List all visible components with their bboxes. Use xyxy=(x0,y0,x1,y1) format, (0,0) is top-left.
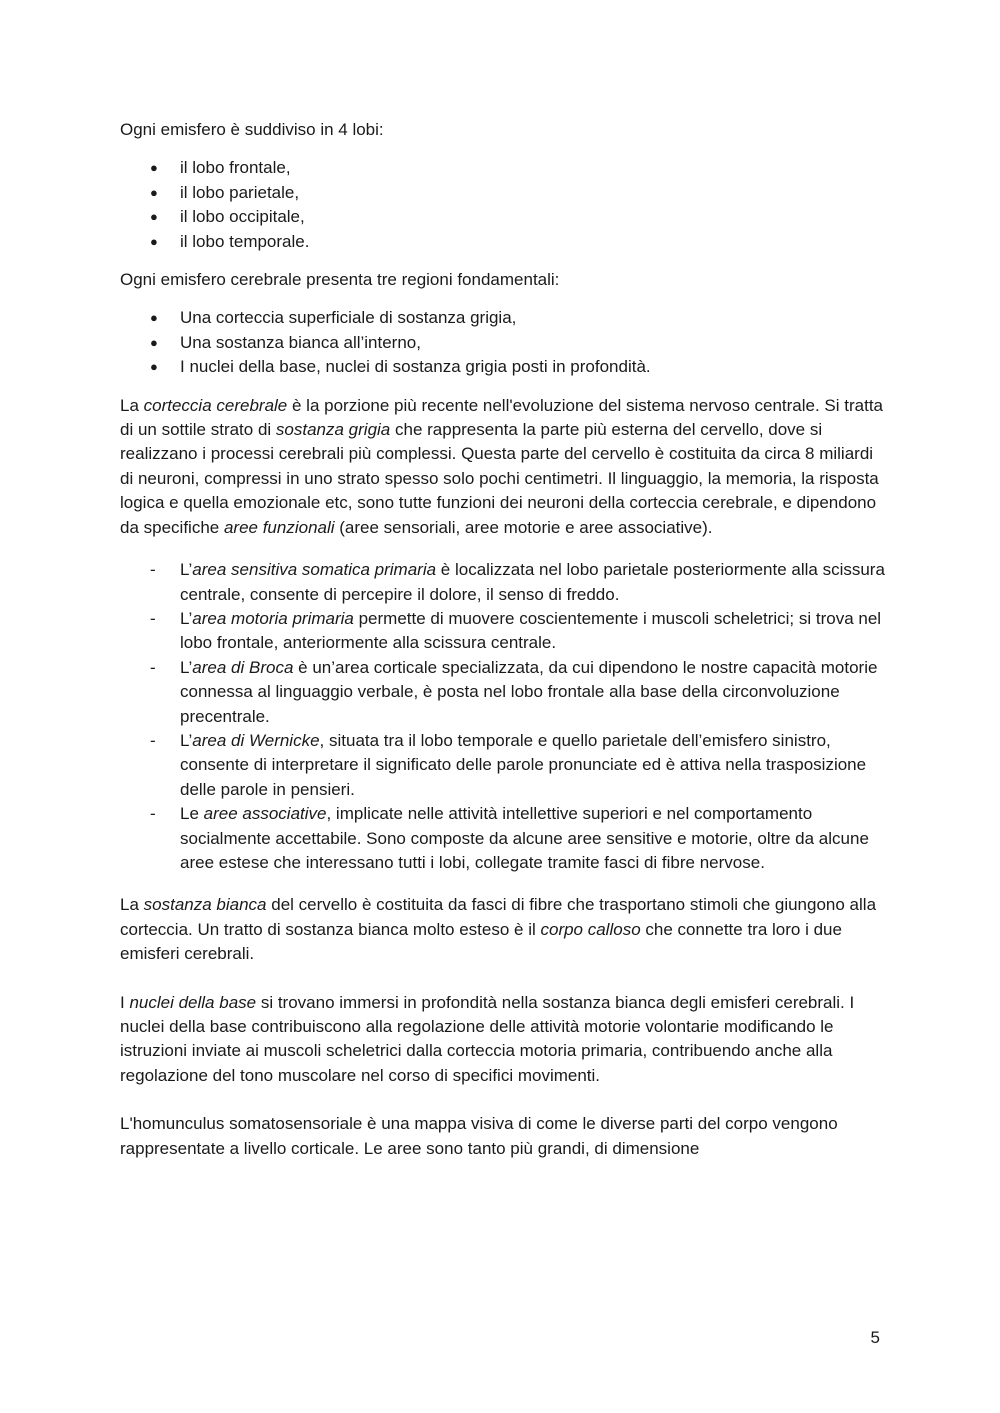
text: , situata tra il lobo temporale e quello parietale dell’emisfero sinistro, consente di interpretare il significato delle parole pronunciate ed è attiva nella trasposizione delle parole in pensieri. xyxy=(180,730,867,799)
emphasis: area di Wernicke xyxy=(192,730,320,750)
list-item: ● Una corteccia superficiale di sostanza grigia, xyxy=(120,306,885,330)
text: che rappresenta la parte più esterna del cervello, dove si realizzano i processi cerebrali più complessi. Questa parte del cervello è costituita da circa 8 miliardi di neuroni, compressi in uno strato spesso solo pochi centimetri. Il linguaggio, la memoria, la risposta logica e quella emozionale etc, sono tutte funzioni dei neuroni della corteccia cerebrale, e dipendono da specifiche xyxy=(120,420,879,537)
emphasis: sostanza bianca xyxy=(143,895,267,915)
regions-list xyxy=(120,306,885,379)
list-item: ● il lobo frontale, xyxy=(120,156,885,180)
emphasis: corteccia cerebrale xyxy=(143,395,288,415)
list-item xyxy=(120,802,885,875)
intro-lobes: Ogni emisfero è suddiviso in 4 lobi: xyxy=(120,120,384,139)
emphasis: aree associative xyxy=(203,804,327,824)
text: che connette tra loro i due emisferi cerebrali. xyxy=(120,919,842,964)
text: permette di muovere coscientemente i muscoli scheletrici; si trova nel lobo frontale, anteriormente alla scissura centrale. xyxy=(180,608,882,653)
text: L’ xyxy=(180,657,193,677)
text: La xyxy=(120,395,144,415)
lobes-list xyxy=(120,156,885,254)
text: del cervello è costituita da fasci di fibre che trasportano stimoli che giungono alla corteccia. Un tratto di sostanza bianca molto esteso è il xyxy=(120,895,877,939)
text: L’ xyxy=(180,608,193,628)
list-item: ● I nuclei della base, nuclei di sostanza grigia posti in profondità. xyxy=(120,355,885,379)
text: è un’area corticale specializzata, da cui dipendono le nostre capacità motorie connessa al linguaggio verbale, è posta nel lobo frontale alla base della circonvoluzione precentrale. xyxy=(180,657,878,726)
areas-list xyxy=(120,558,885,875)
list-item xyxy=(120,607,885,656)
page-number: 5 xyxy=(870,1328,880,1347)
basal-nuclei-paragraph xyxy=(120,991,885,1089)
text: (aree sensoriali, aree motorie e aree associative). xyxy=(334,517,713,537)
text: Le xyxy=(180,804,204,824)
emphasis: sostanza grigia xyxy=(275,420,391,440)
emphasis: area motoria primaria xyxy=(192,608,354,628)
emphasis: area sensitiva somatica primaria xyxy=(192,560,437,580)
list-item: ● il lobo temporale. xyxy=(120,230,885,254)
list-item: ● Una sostanza bianca all’interno, xyxy=(120,331,885,355)
list-item: ● il lobo occipitale, xyxy=(120,205,885,229)
emphasis: corpo calloso xyxy=(540,919,641,939)
intro-regions: Ogni emisfero cerebrale presenta tre regioni fondamentali: xyxy=(120,270,560,290)
text: La xyxy=(120,895,144,915)
text: è la porzione più recente nell'evoluzione del sistema nervoso centrale. Si tratta di un sottile strato di xyxy=(120,395,884,440)
text: I xyxy=(120,992,130,1012)
list-item xyxy=(120,558,885,607)
text: , implicate nelle attività intellettive superiori e nel comportamento socialmente accettabile. Sono composte da alcune aree sensitive e motorie, oltre da alcune aree estese che interessano tutti i lobi, collegate tramite fasci di fibre nervose. xyxy=(180,804,869,872)
emphasis: nuclei della base xyxy=(129,992,257,1012)
homunculus-paragraph: L'homunculus somatosensoriale è una mappa visiva di come le diverse parti del corpo vengono rappresentate a livello corticale. Le aree sono tanto più grandi, di dimensione xyxy=(120,1114,838,1158)
text: L’ xyxy=(180,730,193,750)
white-matter-paragraph xyxy=(120,893,885,966)
text: L’ xyxy=(180,560,193,580)
emphasis: area di Broca xyxy=(192,657,294,677)
text: è localizzata nel lobo parietale posteriormente alla scissura centrale, consente di percepire il dolore, il senso di freddo. xyxy=(180,560,885,604)
list-item xyxy=(120,729,885,802)
list-item xyxy=(120,656,885,729)
text: si trovano immersi in profondità nella sostanza bianca degli emisferi cerebrali. I nuclei della base contribuiscono alla regolazione delle attività motorie volontarie modificando le istruzioni inviate ai muscoli scheletrici dalla corteccia motoria primaria, contribuendo anche alla regolazione del tono muscolare nel corso di specifici movimenti. xyxy=(120,992,855,1085)
list-item: ● il lobo parietale, xyxy=(120,181,885,205)
emphasis: aree funzionali xyxy=(223,517,335,537)
cortex-paragraph xyxy=(120,394,885,540)
page-content xyxy=(120,118,885,1161)
